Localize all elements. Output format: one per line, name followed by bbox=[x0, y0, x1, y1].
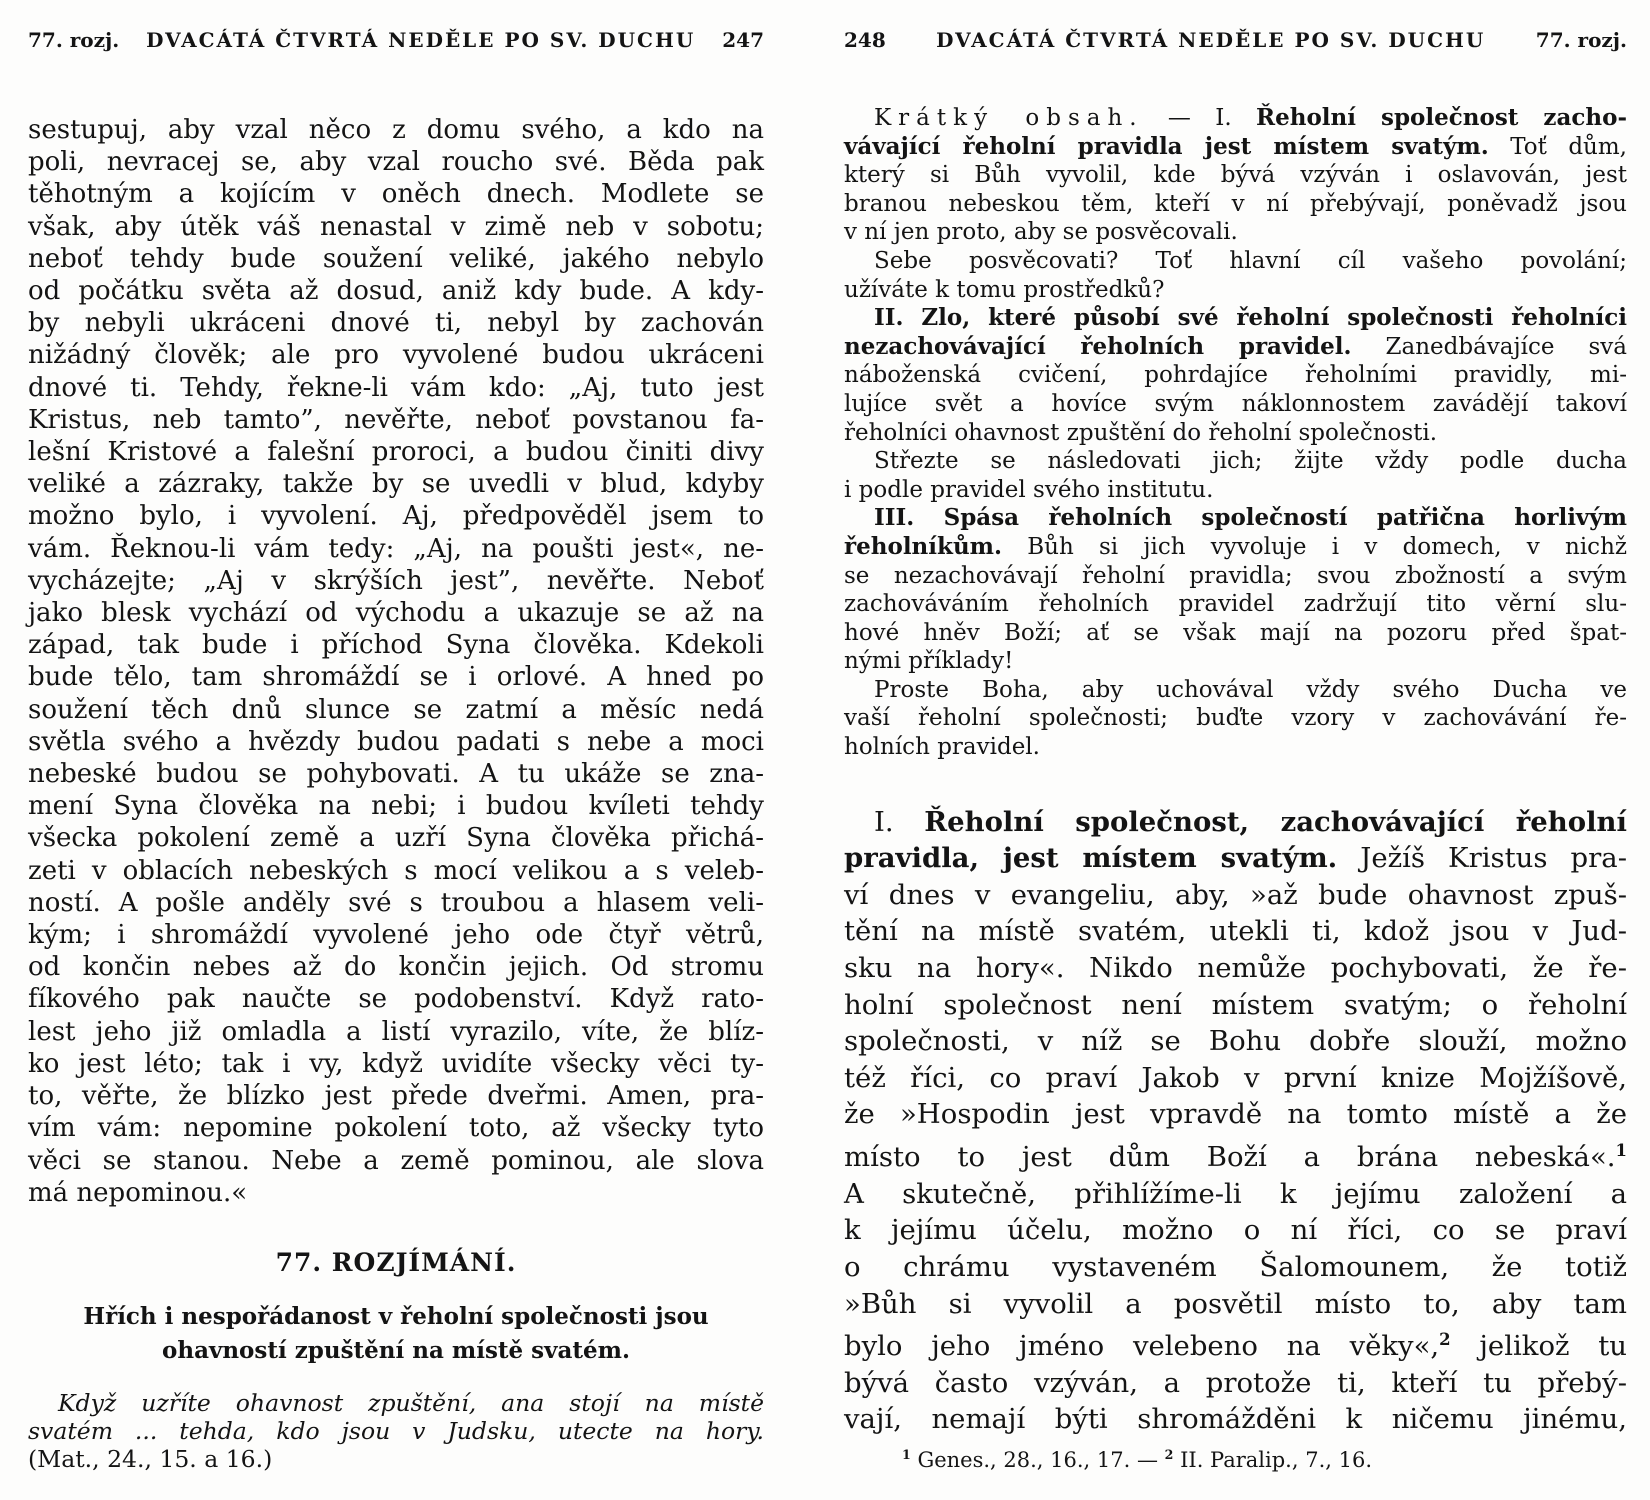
text-line bbox=[844, 840, 1627, 877]
meditation-ref-label: 77. rozj. bbox=[28, 28, 120, 52]
footnote-marker: 2 bbox=[1439, 1330, 1451, 1350]
text-line bbox=[28, 1389, 764, 1417]
short-summary-section bbox=[844, 104, 1627, 762]
right-page bbox=[844, 0, 1627, 1472]
text-line bbox=[844, 161, 1627, 190]
text-line bbox=[28, 178, 764, 210]
text-segment: vycházejte; „Aj v skrýších jest”, nevěřte. Neboť bbox=[28, 565, 764, 596]
text-line bbox=[844, 804, 1627, 841]
text-line bbox=[844, 447, 1627, 476]
text-line bbox=[28, 1300, 764, 1334]
text-segment: Zanedbávajíce svá bbox=[1351, 333, 1628, 360]
footnote-marker: 1 bbox=[902, 1447, 911, 1463]
text-line bbox=[28, 1080, 764, 1112]
text-line bbox=[844, 218, 1627, 247]
text-segment: sestupuj, aby vzal něco z domu svého, a kdo na bbox=[28, 115, 764, 145]
text-segment: všecka pokolení země a uzří Syna člověka přichá- bbox=[28, 823, 764, 854]
text-line bbox=[844, 333, 1627, 362]
text-line bbox=[28, 790, 764, 822]
text-segment: zachováváním řeholních pravidel zadržují tito věrní slu- bbox=[844, 591, 1627, 618]
text-segment: holní společnost není místem svatým; o řeholní bbox=[844, 988, 1627, 1021]
footnote-marker: 1 bbox=[1615, 1141, 1627, 1160]
text-line bbox=[844, 704, 1627, 733]
text-segment: vím vám: nepomine pokolení toto, až všecky tyto bbox=[28, 1113, 764, 1144]
text-line bbox=[28, 1048, 764, 1080]
text-line bbox=[28, 726, 764, 758]
text-segment: Střezte se následovati jich; žijte vždy podle ducha bbox=[874, 448, 1627, 475]
text-line bbox=[28, 694, 764, 726]
text-line bbox=[844, 361, 1627, 390]
text-line bbox=[28, 855, 764, 887]
text-segment: k jejímu účelu, možno o ní říci, co se praví bbox=[844, 1214, 1627, 1247]
text-line bbox=[844, 1401, 1627, 1438]
text-segment: nezachovávající řeholních pravidel. bbox=[844, 332, 1352, 360]
text-line bbox=[28, 983, 764, 1015]
text-line bbox=[844, 733, 1627, 762]
text-segment: tění na místě svatém, utekli ti, kdož jsou v Jud- bbox=[844, 915, 1627, 948]
text-segment: místo to jest dům Boží a brána nebeská«. bbox=[844, 1141, 1616, 1174]
text-segment: vaší řeholní společnosti; buďte vzory v zachovávání ře- bbox=[844, 705, 1627, 732]
text-line bbox=[844, 647, 1627, 676]
text-segment: že »Hospodin jest vpravdě na tomto místě a že bbox=[844, 1098, 1627, 1131]
text-segment: Ježíš Kristus pra- bbox=[1337, 842, 1627, 875]
text-segment: Krátký obsah. bbox=[874, 105, 1144, 131]
meditation-ref-label: 77. rozj. bbox=[1535, 28, 1627, 52]
text-line bbox=[28, 661, 764, 693]
text-line bbox=[28, 1112, 764, 1144]
text-segment: od počátku světa až dosud, aniž kdy bude. A kdy- bbox=[28, 276, 764, 307]
text-line bbox=[28, 307, 764, 339]
text-segment: se nezachovávají řeholní pravidla; svou zbožností a svým bbox=[844, 562, 1627, 589]
text-segment: svatém ... tehda, kdo jsou v Judsku, utecte na hory. bbox=[28, 1416, 764, 1445]
text-segment: Řeholní společnost zacho- bbox=[1255, 104, 1627, 131]
left-page bbox=[28, 0, 764, 1473]
text-segment: Bůh si jich vyvoluje i v domech, v nichž bbox=[1002, 533, 1627, 560]
text-line bbox=[28, 822, 764, 854]
text-segment: Kristus, neb tamto”, nevěřte, neboť povstanou fa- bbox=[28, 404, 764, 435]
text-segment: možno bylo, i vyvolení. Aj, předpověděl jsem to bbox=[28, 501, 764, 532]
text-line bbox=[28, 1445, 764, 1473]
text-line bbox=[844, 913, 1627, 950]
text-segment: Řeholní společnost, zachovávající řeholní bbox=[924, 805, 1627, 838]
text-line bbox=[844, 390, 1627, 419]
meditation-number-heading: 77. ROZJÍMÁNÍ. bbox=[275, 1247, 517, 1277]
running-title: DVACÁTÁ ČTVRTÁ NEDĚLE PO SV. DUCHU bbox=[936, 28, 1486, 52]
text-line bbox=[844, 1447, 1627, 1472]
text-segment: (Mat., 24., 15. a 16.) bbox=[28, 1444, 273, 1473]
text-line bbox=[844, 562, 1627, 591]
gospel-text bbox=[28, 114, 764, 1209]
text-segment: řeholníkům. bbox=[844, 532, 1003, 560]
text-segment: sku na hory«. Nikdo nemůže pochybovati, že ře- bbox=[844, 952, 1627, 985]
text-line bbox=[844, 1096, 1627, 1133]
text-segment: zeti v oblacích nebeských s mocí velikou a s veleb- bbox=[28, 855, 764, 886]
text-segment: náboženská cvičení, pohrdajíce řeholními pravidly, mi- bbox=[844, 362, 1627, 389]
meditation-title bbox=[28, 1300, 764, 1368]
text-segment: I. bbox=[874, 805, 925, 838]
text-segment: nižádný člověk; ale pro vyvolené budou ukráceni bbox=[28, 340, 764, 371]
text-line bbox=[28, 275, 764, 307]
text-line bbox=[844, 1060, 1627, 1097]
text-segment: to, věřte, že blízko jest přede dveřmi. Amen, pra- bbox=[28, 1081, 764, 1112]
text-line bbox=[28, 887, 764, 919]
text-line bbox=[28, 919, 764, 951]
text-line bbox=[28, 1334, 764, 1368]
text-line bbox=[844, 504, 1627, 533]
text-segment: který si Bůh vyvolil, kde bývá vzýván i oslavován, jest bbox=[844, 162, 1627, 189]
text-line bbox=[844, 950, 1627, 987]
epigraph-quote bbox=[28, 1389, 764, 1473]
text-line bbox=[844, 877, 1627, 914]
text-line bbox=[844, 304, 1627, 333]
text-line bbox=[28, 339, 764, 371]
text-line bbox=[28, 533, 764, 565]
text-segment: pravidla, jest místem svatým. bbox=[844, 842, 1338, 875]
text-segment: — I. bbox=[1143, 105, 1256, 131]
text-line bbox=[844, 133, 1627, 162]
text-segment: Toť dům, bbox=[1488, 133, 1627, 160]
text-segment: hové hněv Boží; ať se však mají na pozoru před špat- bbox=[844, 619, 1627, 646]
text-segment: lešní Kristové a falešní proroci, a budou činiti divy bbox=[28, 437, 764, 468]
text-segment: Proste Boha, aby uchovával vždy svého Ducha ve bbox=[874, 676, 1627, 703]
text-segment: o chrámu vystaveném Šalomounem, že totiž bbox=[844, 1250, 1627, 1283]
text-line bbox=[28, 468, 764, 500]
text-line bbox=[844, 590, 1627, 619]
left-page-header bbox=[28, 0, 764, 52]
text-segment: Když uzříte ohavnost zpuštění, ana stojí na místě bbox=[58, 1388, 764, 1417]
text-segment: jako blesk vychází od východu a ukazuje se až na bbox=[28, 598, 764, 629]
text-segment: v ní jen proto, aby se posvěcovali. bbox=[844, 219, 1238, 246]
text-segment: společnosti, v níž se Bohu dobře slouží, možno bbox=[844, 1025, 1627, 1058]
text-line bbox=[844, 1023, 1627, 1060]
text-line bbox=[844, 104, 1627, 133]
page-number: 247 bbox=[722, 28, 764, 52]
text-segment: bude tělo, tam shromáždí se i orlové. A hned po bbox=[28, 662, 764, 693]
text-segment: lujíce svět a hovíce svým náklonnostem zavádějí takoví bbox=[844, 390, 1627, 417]
text-line bbox=[28, 1145, 764, 1177]
text-segment: západ, tak bude i příchod Syna člověka. Kdekoli bbox=[28, 630, 764, 661]
text-segment: i podle pravidel svého institutu. bbox=[844, 476, 1214, 503]
text-segment: od končin nebes až do končin jejich. Od stromu bbox=[28, 952, 764, 983]
text-line bbox=[28, 500, 764, 532]
text-line bbox=[844, 247, 1627, 276]
text-segment: fíkového pak naučte se podobenství. Když rato- bbox=[28, 984, 764, 1015]
text-line bbox=[28, 629, 764, 661]
text-line bbox=[28, 404, 764, 436]
footnote-marker: 2 bbox=[1164, 1447, 1174, 1463]
text-segment: veliké a zázraky, takže by se uvedli v blud, kdyby bbox=[28, 469, 764, 500]
text-line bbox=[844, 676, 1627, 705]
text-line bbox=[844, 1133, 1627, 1176]
text-segment: branou nebeskou těm, kteří v ní přebývají, poněvadž jsou bbox=[844, 190, 1627, 217]
text-segment: III. Spása řeholních společností patřična horlivým bbox=[874, 504, 1627, 532]
text-line bbox=[28, 436, 764, 468]
text-segment: neboť tehdy bude soužení veliké, jakého nebylo bbox=[28, 243, 764, 274]
text-segment: vávající řeholní pravidla jest místem svatým. bbox=[844, 132, 1489, 160]
text-segment: těhotným a kojícím v oněch dnech. Modlete se bbox=[28, 179, 764, 210]
text-segment: světla svého a hvězdy budou padati s nebe a moci bbox=[28, 726, 764, 757]
text-segment: kým; i shromáždí vyvolené jeho ode čtyř větrů, bbox=[28, 920, 764, 951]
text-line bbox=[28, 597, 764, 629]
text-line bbox=[28, 565, 764, 597]
text-segment: ností. A pošle anděly své s troubou a hlasem veli- bbox=[28, 887, 764, 918]
text-segment: Hřích i nespořádanost v řeholní společnosti jsou bbox=[83, 1302, 709, 1330]
text-line bbox=[28, 758, 764, 790]
text-segment: však, aby útěk váš nenastal v zimě neb v sobotu; bbox=[28, 211, 764, 242]
text-segment: ko jest léto; tak i vy, když uvidíte všecky věci ty- bbox=[28, 1048, 764, 1079]
text-line bbox=[844, 987, 1627, 1024]
text-segment: ohavností zpuštění na místě svatém. bbox=[162, 1336, 630, 1364]
text-line bbox=[28, 146, 764, 178]
right-page-header bbox=[844, 0, 1627, 52]
text-line bbox=[844, 1322, 1627, 1365]
text-segment: II. Zlo, které působí své řeholní společnosti řeholníci bbox=[874, 304, 1627, 332]
text-line bbox=[28, 211, 764, 243]
text-line bbox=[844, 190, 1627, 219]
text-segment: dnové ti. Tehdy, řekne-li vám kdo: „Aj, tuto jest bbox=[28, 372, 764, 403]
text-line bbox=[28, 372, 764, 404]
text-line bbox=[28, 1177, 764, 1209]
text-segment: má nepominou.« bbox=[28, 1177, 248, 1208]
footnote bbox=[844, 1447, 1627, 1472]
text-line bbox=[844, 1365, 1627, 1402]
text-line bbox=[844, 533, 1627, 562]
text-segment: bylo jeho jméno velebeno na věky«, bbox=[844, 1330, 1440, 1363]
text-segment: poli, nevracej se, aby vzal roucho své. Běda pak bbox=[28, 147, 764, 178]
text-segment: vám. Řeknou-li vám tedy: „Aj, na poušti jest«, ne- bbox=[28, 533, 764, 564]
text-line bbox=[844, 419, 1627, 448]
text-segment: nebeské budou se pohybovati. A tu ukáže se zna- bbox=[28, 759, 764, 790]
text-line bbox=[28, 243, 764, 275]
text-line bbox=[844, 619, 1627, 648]
text-segment: bývá často vzýván, a protože ti, kteří tu přebý- bbox=[844, 1366, 1627, 1399]
text-segment: Sebe posvěcovati? Toť hlavní cíl vašeho povolání; bbox=[874, 247, 1627, 274]
text-segment: vají, nemají býti shromážděni k ničemu jinému, bbox=[844, 1403, 1627, 1436]
text-line bbox=[844, 476, 1627, 505]
text-segment: II. Paralip., 7., 16. bbox=[1173, 1448, 1372, 1473]
text-segment: jelikož tu bbox=[1450, 1330, 1627, 1363]
text-segment: ví dnes v evangeliu, aby, »až bude ohavnost zpuš- bbox=[844, 878, 1627, 911]
running-title: DVACÁTÁ ČTVRTÁ NEDĚLE PO SV. DUCHU bbox=[146, 28, 696, 52]
text-segment: věci se stanou. Nebe a země pominou, ale slova bbox=[28, 1145, 764, 1176]
text-line bbox=[28, 114, 764, 146]
text-segment: »Bůh si vyvolil a posvětil místo to, aby tam bbox=[844, 1287, 1627, 1320]
text-segment: Genes., 28., 16., 17. — bbox=[910, 1448, 1165, 1473]
page-number: 248 bbox=[844, 28, 886, 52]
text-segment: řeholníci ohavnost zpuštění do řeholní společnosti. bbox=[844, 419, 1438, 446]
text-line bbox=[844, 1176, 1627, 1213]
text-segment: lest jeho již omladla a listí vyrazilo, víte, že blíz- bbox=[28, 1016, 764, 1047]
text-line bbox=[28, 1016, 764, 1048]
text-segment: užíváte k tomu prostředků? bbox=[844, 276, 1165, 303]
text-segment: by nebyli ukráceni dnové ti, nebyl by zachován bbox=[28, 308, 764, 339]
text-segment: holních pravidel. bbox=[844, 734, 1040, 761]
text-segment: mení Syna člověka na nebi; i budou kvíleti tehdy bbox=[28, 791, 764, 822]
text-segment: A skutečně, přihlížíme-li k jejímu založení a bbox=[844, 1177, 1627, 1210]
text-line bbox=[844, 1212, 1627, 1249]
text-line bbox=[28, 1417, 764, 1445]
text-line bbox=[844, 276, 1627, 305]
text-segment: soužení těch dnů slunce se zatmí a měsíc nedá bbox=[28, 694, 764, 725]
text-line bbox=[844, 1249, 1627, 1286]
text-segment: nými příklady! bbox=[844, 648, 1014, 675]
text-segment: též říci, co praví Jakob v první knize Mojžíšově, bbox=[844, 1061, 1627, 1094]
text-line bbox=[844, 1286, 1627, 1323]
text-line bbox=[28, 951, 764, 983]
meditation-body-section bbox=[844, 804, 1627, 1438]
